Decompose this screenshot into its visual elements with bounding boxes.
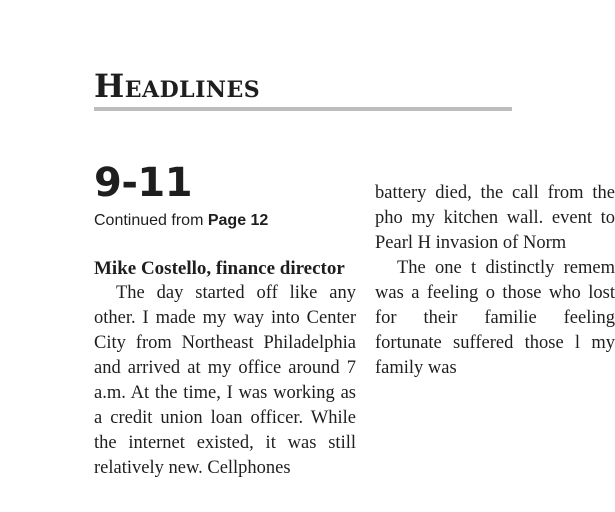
section-divider bbox=[94, 107, 512, 111]
continued-prefix: Continued from bbox=[94, 212, 208, 229]
article-column-left bbox=[94, 256, 356, 481]
article-column-right bbox=[375, 181, 615, 381]
section-title: Headlines bbox=[94, 67, 261, 105]
byline: Mike Costello, finance director bbox=[94, 258, 345, 279]
article-paragraph-next: The one t distinctly remem was a feeling o those who lost for their familie feeling fortunate suffered those l my family was bbox=[375, 258, 615, 378]
continued-page-link[interactable]: Page 12 bbox=[207, 212, 269, 229]
article-paragraph-continued: battery died, the call from the pho my kitchen wall. event to Pearl H invasion of Norm bbox=[375, 183, 615, 253]
article-paragraph: The day started off like any other. I made my way into Center City from Northeast Philadelphia and arrived at my office around 7 a.m. At the time, I was working as a credit union loan officer. While the internet existed, it was still relatively new. Cellphones bbox=[94, 283, 356, 478]
continued-from-line bbox=[94, 211, 268, 231]
article-column-right-clip bbox=[375, 170, 615, 512]
story-title: 9-11 bbox=[94, 160, 193, 206]
